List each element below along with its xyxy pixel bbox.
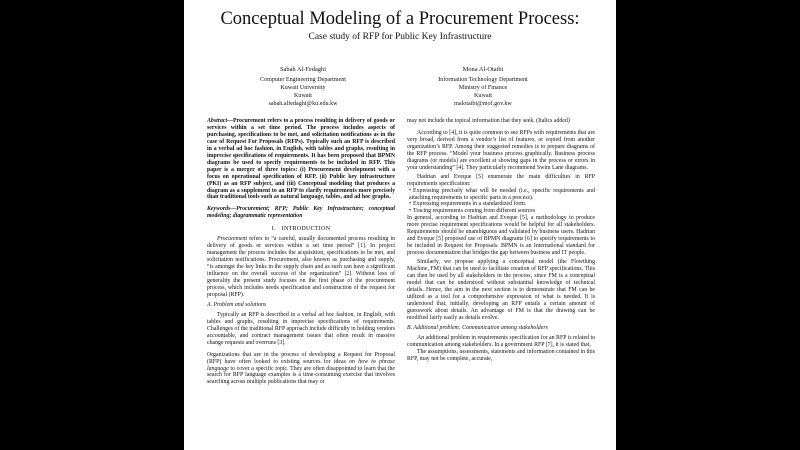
author-name: Sabah Al-Fedaghi <box>280 66 326 73</box>
section-title: INTRODUCTION <box>281 226 331 233</box>
paragraph: According to [4], it is quite common to see RFPs with requirements that are very broad, derived from a vendor’s list of features, or copied from another organization’s RFP. Among their suggested remedies is to prepare diagrams of the RFP process. “Model your business process graphically. Business process diagrams (or models) are excellent at showing gaps in the process or errors in your understanding” [4]. They particularly recommend Swim Lane diagrams. <box>407 129 595 171</box>
bullet-text: Expressing precisely what will be needed (i.e., specific requirements and attaching requirements to specific parts in a process). <box>409 187 595 201</box>
author-email: malotaibi@mof.gov.kw <box>454 101 512 108</box>
keywords: Keywords—Procurement; RFP; Public Key Infrastructure; conceptual modeling; diagrammatic representation <box>207 206 395 220</box>
author-email: sabah.alfedaghi@ku.edu.kw <box>268 101 338 108</box>
paper-subtitle: Case study of RFP for Public Key Infrastructure <box>308 32 492 42</box>
author-name: Mona Al-Otaibi <box>462 66 504 73</box>
bullet-text: Expressing requirements in a standardized form. <box>413 201 527 208</box>
author-org: Kuwait University <box>280 84 326 91</box>
section-number: I. <box>271 226 276 233</box>
paragraph: Similarly, we propose applying a conceptual model (the Flowthing Machine, FM) that can be used to facilitate creation of RFP specifications. This can then be used by all stakeholders in the process, since FM is a conceptual model that can be understood without substantial knowledge of technical details. Hence, the aim in the next section is to demonstrate that FM can be utilized as a tool for a comprehensive expression of what is needed. It is understood that, initially, developing an RFP entails a certain amount of guesswork about details. An advantage of FM is that the drawing can be modified fairly easily as details evolve. <box>407 259 595 321</box>
emphasis: how to phrase language <box>207 358 395 372</box>
paragraph-text: Organizations that are in the process of developing a Request for Proposal (RFP) have often looked to existing sources for ideas on <box>207 351 395 365</box>
abstract-text: —Procurement refers to a process resulting in delivery of goods or services within a set time period. The process includes aspects of purchasing, specifications to be met, and solicitation notifications as in the case of Request For Proposals (RFPs). Typically such an RFP is described in a verbal ad hoc fashion, in English, with tables and graphs, resulting in imprecise specifications of requirements. It has been proposed that BPMN diagrams be used to specify requirements to be included in RFP. This paper is a merger of three topics: (i) Procurement development with a focus on operational specification of RFP, (ii) Public key infrastructure (PKI) as an RFP subject, and (iii) Conceptual modeling that produces a diagram as a supplement to an RFP to clarify requirements more precisely than traditional tools such as natural language, tables, and ad hoc graphs. <box>207 118 395 201</box>
bullet-text: Tracing requirements coming from different sources <box>413 208 536 215</box>
bullet-item <box>407 208 595 215</box>
right-column <box>407 118 595 362</box>
paragraph <box>207 236 395 299</box>
subsection-heading: B. Additional problem: Communication among stakeholders <box>407 324 548 331</box>
abstract <box>207 118 395 201</box>
paragraph: An additional problem in requirements specification for an RFP is related to communication among stakeholders. In a government RFP [7], it is stated that, <box>407 334 595 348</box>
bullet-item <box>407 188 595 202</box>
paper-title: Conceptual Modeling of a Procurement Process: <box>220 9 580 29</box>
author-city: Kuwait <box>474 92 492 99</box>
author-block-2 <box>403 65 563 108</box>
author-dept: Computer Engineering Department <box>260 76 346 83</box>
author-block-1 <box>223 65 383 108</box>
paper-page <box>184 0 616 450</box>
paragraph: may not include the topical information that they seek. (Italics added) <box>407 118 570 124</box>
bullet-icon: • <box>409 208 412 215</box>
author-city: Kuwait <box>294 92 312 99</box>
subsection-heading: A. Problem and solutions <box>207 301 267 308</box>
author-dept: Information Technology Department <box>438 76 528 83</box>
paragraph: In general, according to Hadrian and Eveque [5], a methodology to produce more precise requirement specifications would be helpful for all stakeholders. Requirements should be unambiguous and validated by business users. Hadrian and Eveque [5] proposed use of BPMN diagrams [6] to specify requirements to be included in Request for Proposals. BPMN is an International standard for process documentation that bridges the gap between business and IT people. <box>407 215 595 257</box>
quote-paragraph: The assumptions, assessments, statements and information contained in this RFP, may not be complete, accurate, <box>407 348 595 362</box>
left-column <box>207 118 395 386</box>
paragraph-text: refers to “a careful, usually documented process resulting in delivery of goods or services within a set time period” [1]. In project management the process includes the acquisition, specifications to be met, and solicitation notifications. Procurement, also known as purchasing and supply, “is amongst the key links in the supply chain and as such can have a significant influence on the overall success of the organization” [2]. Without loss of generality the present study focuses on the first phase of the procurement process, which includes needs specification and construction of the request for proposal (RFP). <box>207 236 395 298</box>
bullet-icon: • <box>409 201 412 208</box>
paragraph: Hadrian and Eveque [5] enumerate the main difficulties in RFP requirements specification: <box>407 173 595 187</box>
paragraph-text: to cover a specific topic. They are often disappointed to learn that the search for RFP language examples is a time-consuming exercise that involves searching across multiple publications that may or <box>207 365 395 386</box>
quote-paragraph <box>207 352 395 387</box>
abstract-label: Abstract <box>207 118 228 124</box>
bullet-icon: • <box>409 187 412 194</box>
author-org: Ministry of Finance <box>458 84 508 91</box>
emphasis: Procurement <box>217 236 248 243</box>
paragraph: Typically an RFP is described in a verbal ad hoc fashion, in English, with tables and graphs, resulting in imprecise specifications of requirements. Challenges of the traditional RFP approach include difficulty in holding vendors accountable, and contract management issues that often result in massive change requests and overruns [3]. <box>207 311 395 346</box>
section-heading <box>207 226 395 233</box>
